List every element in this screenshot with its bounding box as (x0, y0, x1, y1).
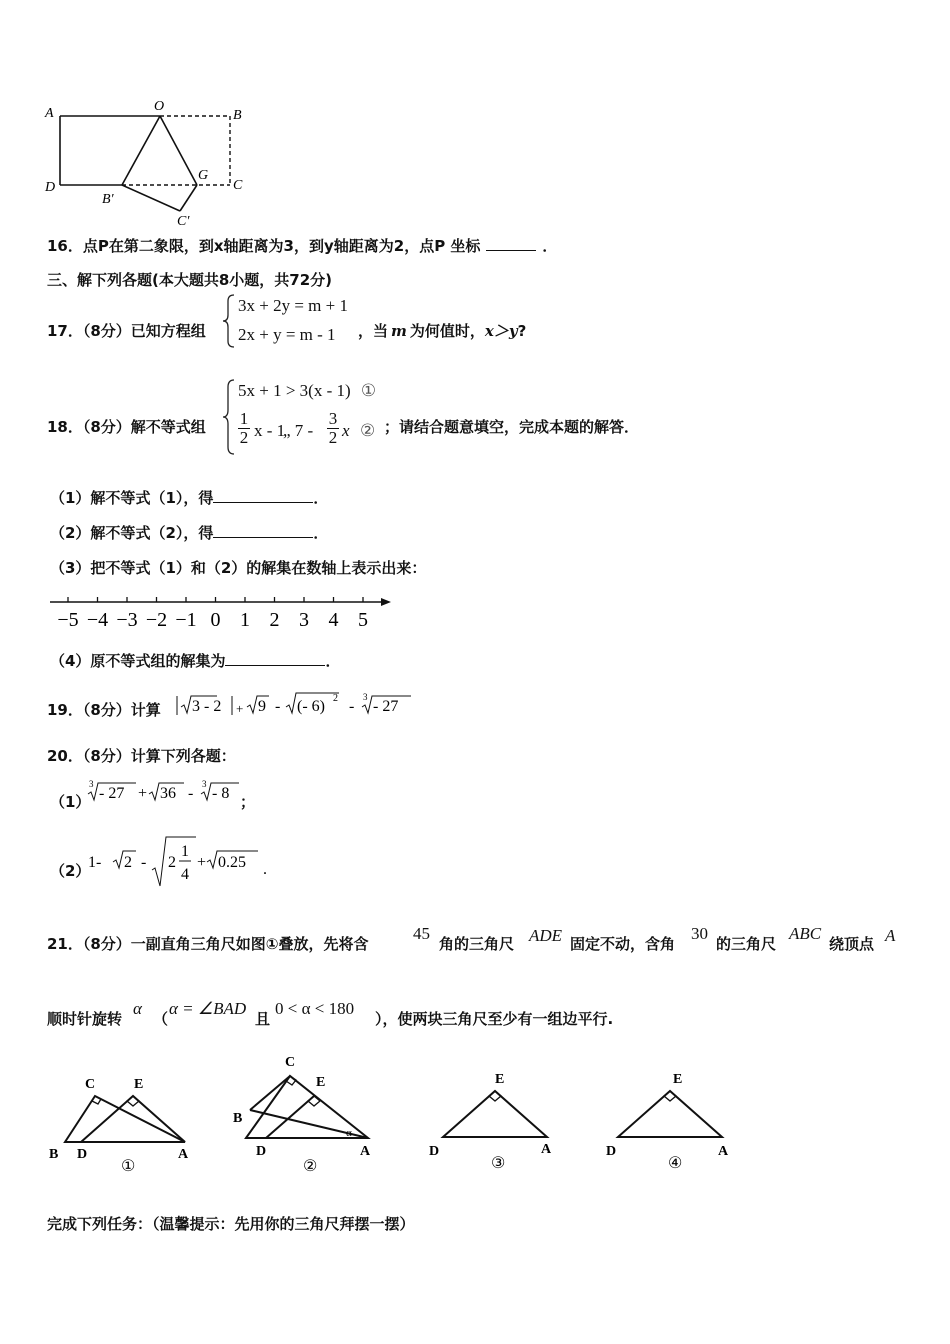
q21-A: A (885, 926, 896, 945)
q18-3-line: （3）把不等式（1）和（2）的解集在数轴上表示出来： (50, 559, 427, 577)
q21-part3: 固定不动，含角 (570, 935, 676, 953)
q18-2-line (50, 523, 328, 543)
number-line-label: −1 (175, 609, 197, 631)
q20-p2-a: 1- (88, 854, 102, 871)
q17-cond: x＞y (484, 322, 518, 340)
q18-ineq2-a: x - 1 (254, 421, 286, 440)
q17-prefix: 17．（8分）已知方程组 (47, 322, 206, 340)
q16-text: 16．点P在第二象限，到x轴距离为3，到y轴距离为2，点P 坐标 (47, 237, 481, 255)
q21-part4: 的三角尺 (716, 935, 777, 953)
q18-2-blank[interactable] (213, 523, 313, 538)
q21-line1 (47, 924, 937, 960)
number-line-label: −4 (86, 609, 109, 631)
q20-p2-plus: + (197, 854, 207, 871)
q17-eq1: 3x + 2y = m + 1 (238, 296, 348, 315)
q18-frac1 (238, 410, 250, 447)
q21-deg30: 30 (691, 924, 708, 943)
label-B-prime: B′ (102, 192, 114, 207)
q18-suffix: ；请结合题意填空，完成本题的解答． (384, 418, 640, 436)
q19-expression (173, 688, 418, 720)
q18-frac2 (327, 410, 339, 447)
number-line-label: −2 (145, 609, 168, 631)
number-line-label: −5 (57, 609, 79, 631)
label-C: C (233, 178, 243, 193)
q17-m: m (391, 322, 407, 340)
q21-and: 且 (255, 1010, 271, 1028)
q18-1-text: （1）解不等式（1），得 (50, 489, 214, 507)
label-D: D (45, 180, 56, 195)
fig2-label-alpha: α (346, 1127, 352, 1139)
label-B: B (233, 108, 242, 123)
q20-p1-index1: 3 (89, 779, 94, 789)
q18-ineq2-rel: „ 7 - (283, 421, 314, 440)
q18-4-text: （4）原不等式组的解集为 (50, 652, 226, 670)
q21-deg45: 45 (413, 924, 430, 943)
q21-line2 (47, 999, 937, 1035)
fig2-label-A: A (360, 1144, 371, 1159)
q18-ineq1-row (238, 381, 376, 401)
q20-p1-plus: + (138, 785, 148, 802)
q18-4-line (50, 651, 340, 671)
q19-exp: 2 (333, 693, 338, 704)
number-line (48, 592, 398, 634)
triangle-figure-4 (600, 1065, 740, 1175)
fig2-caption: ② (303, 1158, 318, 1175)
fig2-label-D: D (256, 1144, 267, 1159)
number-line-label: 4 (328, 609, 339, 631)
label-G: G (198, 168, 209, 183)
label-O: O (154, 99, 165, 114)
q19-sqrt9: 9 (258, 698, 266, 715)
q18-1-end: ． (313, 489, 329, 507)
fig1-label-C: C (85, 1077, 96, 1092)
number-line-label: 0 (210, 609, 221, 631)
rectangle-fold-figure (40, 95, 260, 230)
fig3-label-D: D (429, 1144, 440, 1159)
q18-4-end: ． (325, 652, 341, 670)
q18-mark1: ① (360, 381, 377, 400)
fig3-caption: ③ (491, 1155, 506, 1172)
triangle-figure-3 (425, 1065, 565, 1175)
q20-p1-a: - 27 (99, 785, 125, 802)
q20-p1-b: 36 (160, 785, 176, 802)
q18-ineq2-b: x (342, 421, 350, 440)
q21-part5: 绕顶点 (829, 935, 875, 953)
q20-p2-minus: - (141, 854, 147, 871)
q20-p1-c: - 8 (212, 785, 230, 802)
q20-p2-num: 1 (181, 843, 189, 860)
q18-2-text: （2）解不等式（2），得 (50, 524, 214, 542)
fig4-label-A: A (718, 1144, 729, 1159)
q21-paren-open: （ (153, 1010, 169, 1028)
fig4-label-D: D (606, 1144, 617, 1159)
q21-ADE: ADE (529, 926, 563, 945)
q17-suffix: ，当 (358, 322, 389, 340)
q18-frac1-num: 1 (239, 409, 249, 428)
q16-answer-blank[interactable] (486, 236, 536, 251)
q18-frac2-num: 3 (328, 409, 338, 428)
number-line-label: 1 (240, 609, 250, 631)
triangle-figure-2 (228, 1050, 388, 1175)
triangle-figure-1 (45, 1070, 200, 1175)
q20-p1-label: （1） (50, 793, 91, 811)
q17-rest (358, 321, 526, 341)
fig1-label-B: B (49, 1147, 59, 1162)
q20-p1-index2: 3 (202, 779, 207, 789)
q20-p2-c: 0.25 (218, 854, 246, 871)
fig2-label-E: E (316, 1075, 326, 1090)
q20-p2-label: （2） (50, 862, 91, 880)
q20-p2-end: . (263, 861, 267, 878)
q19-prefix: 19．（8分）计算 (47, 701, 161, 719)
q21-range: 0 < α < 180 (275, 999, 355, 1018)
q17-eq2: 2x + y = m - 1 (238, 325, 336, 344)
q20-p2-expression (86, 834, 276, 890)
q20-p1-minus: - (188, 785, 194, 802)
q20-p2-b: 2 (124, 854, 132, 871)
fig3-label-E: E (495, 1072, 505, 1087)
q19-minus2: - (349, 698, 355, 715)
q20-p2-whole: 2 (168, 854, 176, 871)
fig4-caption: ④ (668, 1155, 683, 1172)
q18-ineq1: 5x + 1 > 3(x - 1) (238, 381, 351, 400)
q18-1-line (50, 488, 328, 508)
task-line: 完成下列任务：（温馨提示：先用你的三角尺拜摆一摆） (47, 1215, 415, 1233)
label-A: A (45, 106, 54, 121)
q16-end: ． (542, 237, 558, 255)
q18-mark2: ② (360, 421, 376, 440)
number-line-label: 3 (299, 609, 309, 631)
q21-part2: 角的三角尺 (439, 935, 515, 953)
q19-expr-a: 3 - 2 (192, 698, 222, 715)
fig2-label-B: B (233, 1111, 243, 1126)
q18-prefix: 18．（8分）解不等式组 (47, 418, 206, 436)
fig2-label-C: C (285, 1055, 296, 1070)
label-C-prime: C′ (177, 214, 190, 229)
q21-ABC: ABC (789, 924, 822, 943)
fig3-label-A: A (541, 1142, 552, 1157)
q18-frac1-den: 2 (239, 428, 249, 447)
number-line-label: −3 (116, 609, 138, 631)
q19-cube-index: 3 (363, 692, 368, 702)
q17-q: ? (517, 322, 527, 340)
number-line-label: 5 (358, 609, 368, 631)
q21-line2-b: ），使两块三角尺至少有一组边平行. (375, 1010, 614, 1028)
section-3-heading: 三、解下列各题(本大题共8小题，共72分) (47, 271, 333, 289)
q19-cube: - 27 (373, 698, 399, 715)
q18-brace (222, 378, 236, 456)
q18-frac2-den: 2 (328, 428, 338, 447)
q17-brace (222, 293, 236, 349)
q19-plus: + (236, 701, 244, 716)
fig1-caption: ① (121, 1158, 136, 1175)
q20-p1-expression (86, 777, 246, 807)
q18-1-blank[interactable] (213, 488, 313, 503)
q18-2-end: ． (313, 524, 329, 542)
q21-alpha-def: α = ∠BAD (169, 999, 247, 1018)
q21-part1: 21．（8分）一副直角三角尺如图①叠放，先将含 (47, 935, 369, 953)
q21-line2-a: 顺时针旋转 (47, 1010, 123, 1028)
fig1-label-E: E (134, 1077, 144, 1092)
q20-p2-den: 4 (181, 866, 189, 883)
number-line-label: 2 (269, 609, 280, 631)
q20-p1-end: ； (240, 793, 256, 811)
fig4-label-E: E (673, 1072, 683, 1087)
fig1-label-D: D (77, 1147, 88, 1162)
q19-minus1: - (275, 698, 281, 715)
q16-line (47, 236, 557, 256)
fig1-label-A: A (178, 1147, 189, 1162)
q18-4-blank[interactable] (225, 651, 325, 666)
q19-sq: (- 6) (297, 698, 325, 715)
q20-title: 20．（8分）计算下列各题： (47, 747, 236, 765)
q17-mid: 为何值时， (409, 322, 485, 340)
q21-alpha: α (133, 999, 142, 1018)
